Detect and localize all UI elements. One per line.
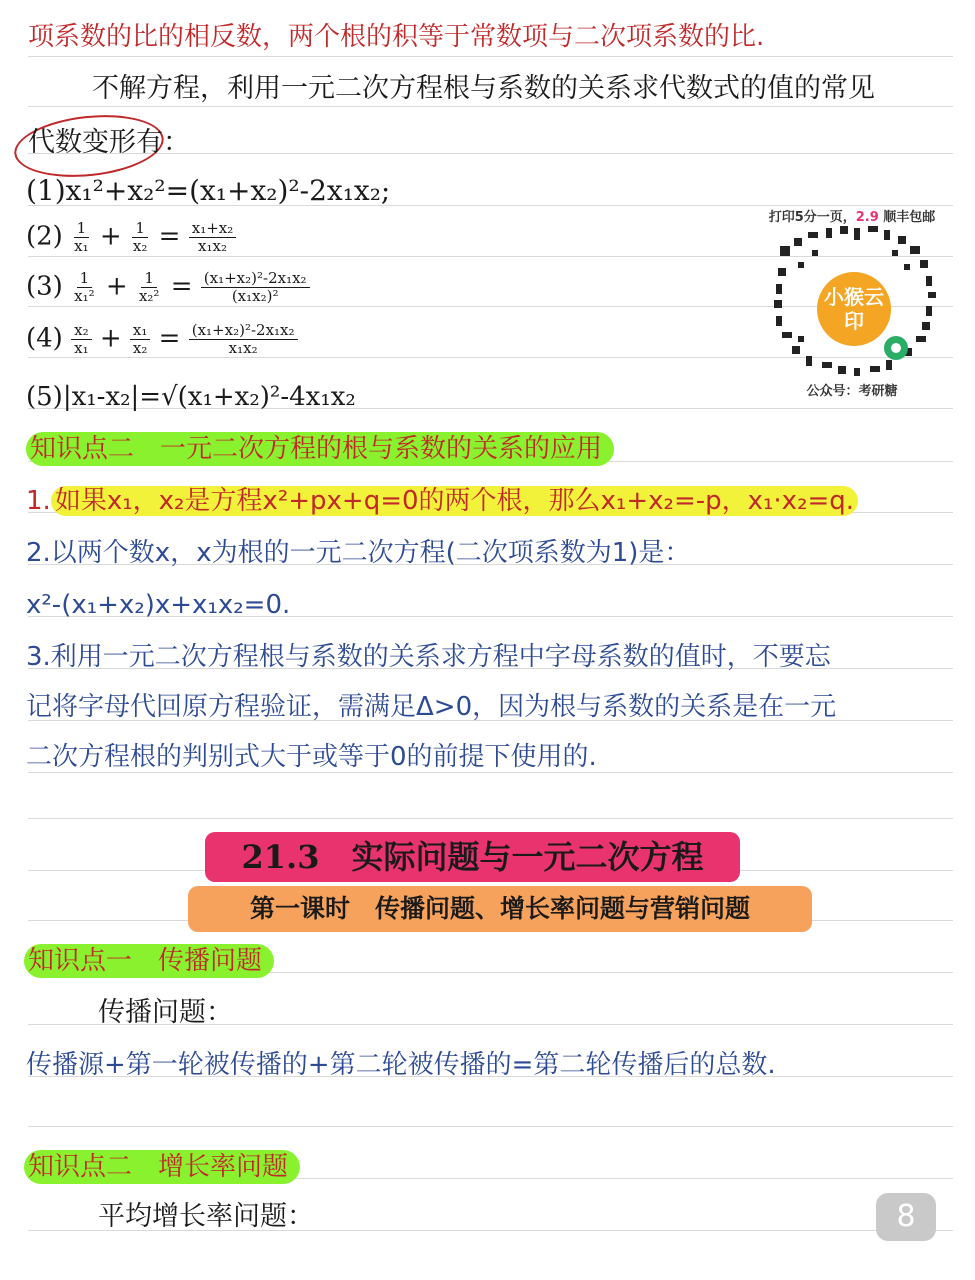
formula-3-frac-a: $\frac{1}{\text{x₁²}}$ xyxy=(74,269,95,305)
formula-3: (3) $\frac{1}{\text{x₁²}}$ + $\frac{1}{\text{x₂²}}$ = $\frac{\text{(x₁+x₂)²-2x₁x₂}}{\text{(x₁x₂)²}}$ xyxy=(26,270,310,305)
propagation-formula: 传播源+第一轮被传播的+第二轮被传播的=第二轮传播后的总数. xyxy=(26,1050,776,1080)
knowledge-point-2-heading: 知识点二 一元二次方程的根与系数的关系的应用 xyxy=(26,432,614,466)
formula-3-frac-b: $\frac{1}{\text{x₂²}}$ xyxy=(138,269,160,305)
formula-5: (5)|x₁-x₂|=√(x₁+x₂)²-4x₁x₂ xyxy=(26,382,356,412)
text-line-3: 代数变形有： xyxy=(28,127,190,158)
knowledge-point-2-growth-heading: 知识点二 增长率问题 xyxy=(24,1150,300,1184)
formula-2: (2) $\frac{1}{\text{x₁}}$ + $\frac{1}{\text{x₂}}$ = $\frac{\text{x₁+x₂}}{\text{x₁x₂}}$ xyxy=(26,220,236,255)
lesson-title: 第一课时 传播问题、增长率问题与营销问题 xyxy=(188,886,812,932)
rule-2: 2.以两个数x，x为根的一元二次方程(二次项系数为1)是： xyxy=(26,538,691,568)
formula-4-frac-result: $\frac{\text{(x₁+x₂)²-2x₁x₂}}{\text{x₁x₂}}$ xyxy=(189,322,298,357)
ad-logo: 小猴云印 xyxy=(817,272,891,346)
ad-bottom-text: 公众号：考研糖 xyxy=(806,384,898,399)
knowledge-point-1-heading: 知识点一 传播问题 xyxy=(24,944,274,978)
formula-4-label: (4) xyxy=(26,323,63,354)
formula-3-frac-result: $\frac{\text{(x₁+x₂)²-2x₁x₂}}{\text{(x₁x₂)²}}$ xyxy=(201,270,310,305)
growth-label: 平均增长率问题： xyxy=(98,1201,314,1232)
rule-3-line-3: 二次方程根的判别式大于或等于0的前提下使用的. xyxy=(26,742,597,772)
rule-3-line-1: 3.利用一元二次方程根与系数的关系求方程中字母系数的值时，不要忘 xyxy=(26,642,831,672)
ad-price: 2.9 xyxy=(855,210,879,225)
rule-3-line-2: 记将字母代回原方程验证，需满足Δ>0，因为根与系数的关系是在一元 xyxy=(26,692,837,722)
formula-1: (1)x₁²+x₂²=(x₁+x₂)²-2x₁x₂; xyxy=(26,174,391,207)
formula-4-frac-b: $\frac{\text{x₁}}{\text{x₂}}$ xyxy=(130,322,150,357)
formula-2-frac-result: $\frac{\text{x₁+x₂}}{\text{x₁x₂}}$ xyxy=(189,220,237,255)
formula-3-label: (3) xyxy=(26,271,63,302)
formula-2-label: (2) xyxy=(26,221,63,252)
rule-1: 1. 如果x₁，x₂是方程x²+px+q=0的两个根，那么x₁+x₂=-p，x₁·x₂=q. xyxy=(26,484,858,518)
formula-4: (4) $\frac{\text{x₂}}{\text{x₁}}$ + $\frac{\text{x₁}}{\text{x₂}}$ = $\frac{\text{(x₁+x₂)²-2x₁x₂}}{\text{x₁x₂}}$ xyxy=(26,322,298,357)
ad-top-text: 打印5分一页，2.9 顺丰包邮 xyxy=(768,210,936,225)
formula-2-frac-b: $\frac{1}{\text{x₂}}$ xyxy=(132,219,148,255)
formula-2-frac-a: $\frac{1}{\text{x₁}}$ xyxy=(74,219,89,255)
formula-4-frac-a: $\frac{\text{x₂}}{\text{x₁}}$ xyxy=(71,322,91,357)
rule-2-equation: x²-(x₁+x₂)x+x₁x₂=0. xyxy=(26,590,291,620)
section-title: 21.3 实际问题与一元二次方程 xyxy=(205,832,740,882)
rule-1-highlight: 如果x₁，x₂是方程x²+px+q=0的两个根，那么x₁+x₂=-p，x₁·x₂=q. xyxy=(51,486,858,516)
page-number: 8 xyxy=(876,1193,936,1241)
text-line-2: 不解方程，利用一元二次方程根与系数的关系求代数式的值的常见 xyxy=(92,73,875,104)
text-line-1: 项系数的比的相反数，两个根的积等于常数项与二次项系数的比. xyxy=(28,22,765,52)
propagation-label: 传播问题： xyxy=(98,997,233,1028)
